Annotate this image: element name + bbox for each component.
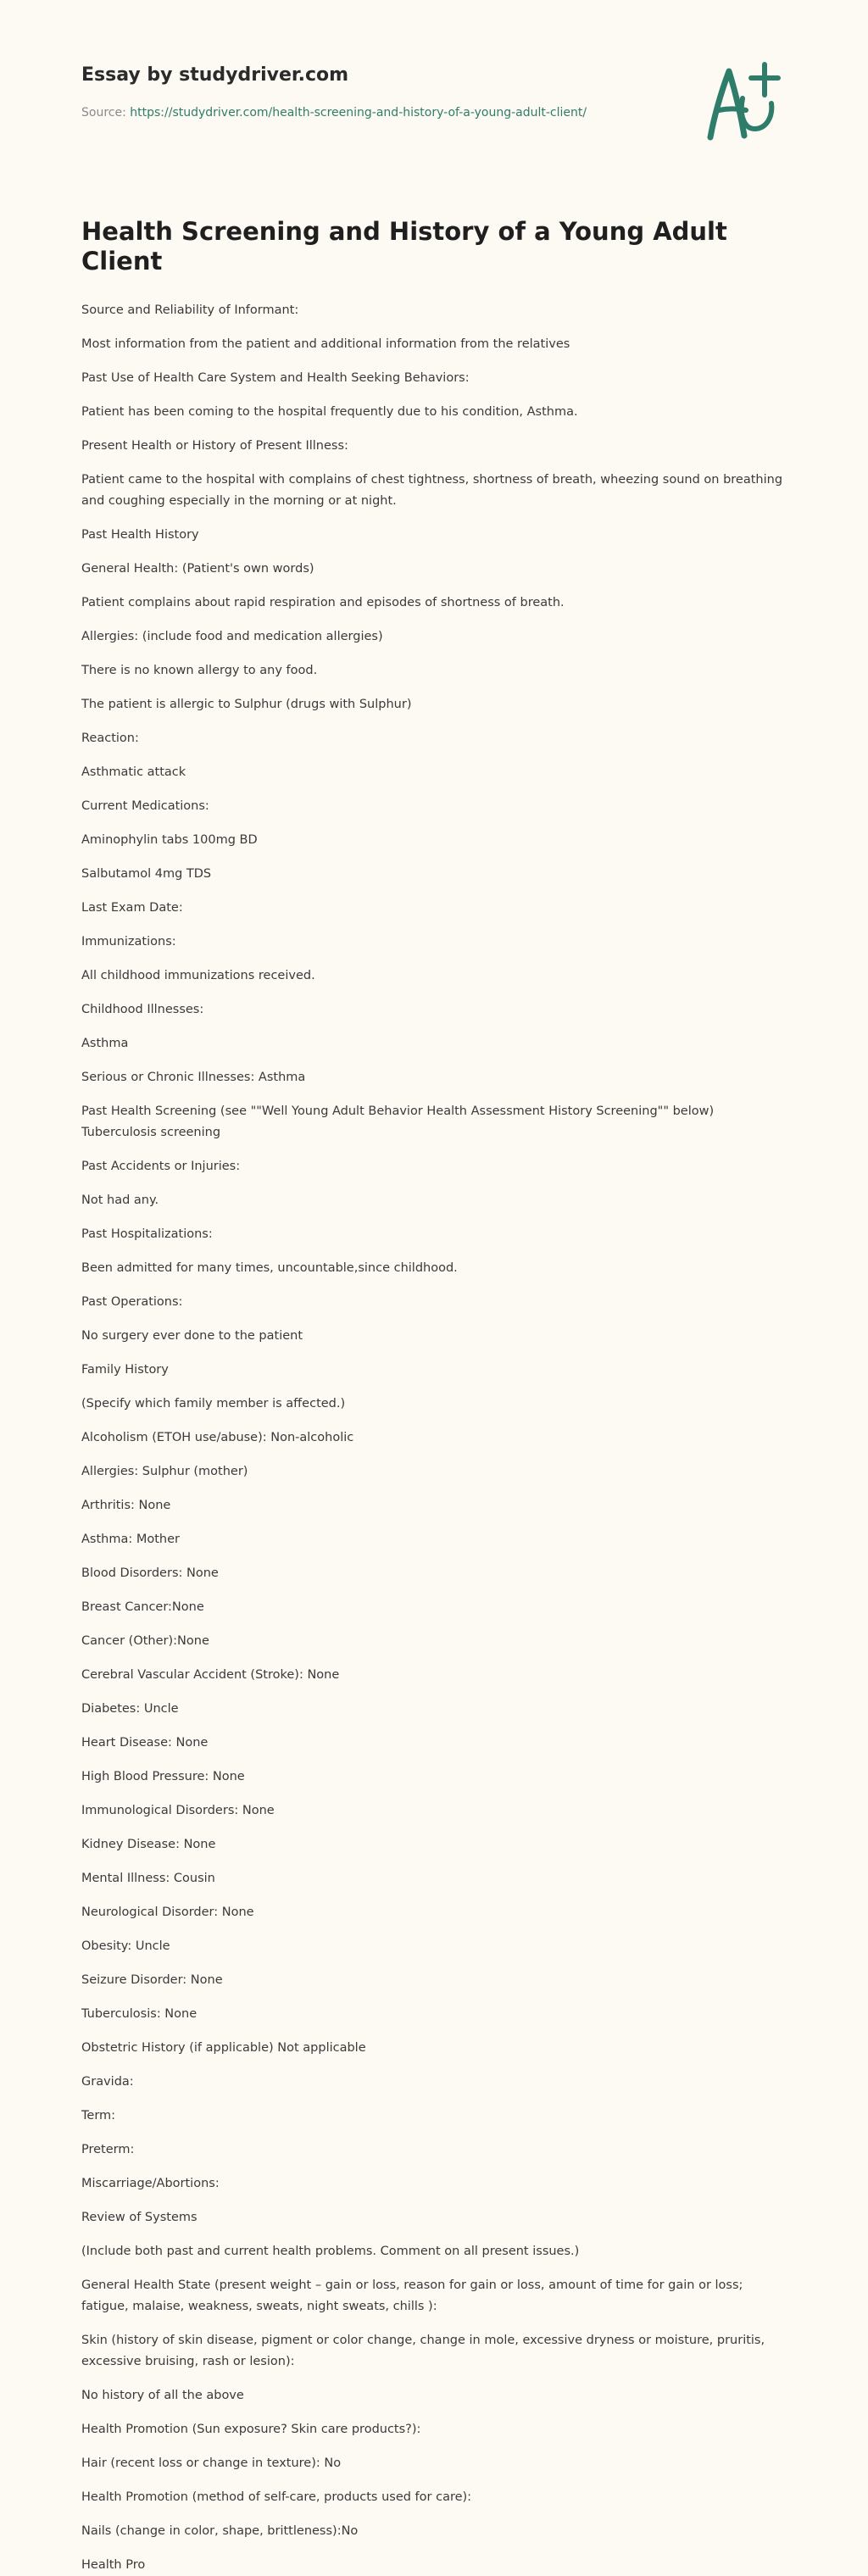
essay-paragraph: Health Promotion (method of self-care, products used for care): bbox=[81, 2490, 472, 2504]
essay-paragraph: Obesity: Uncle bbox=[81, 1939, 170, 1953]
essay-paragraph: Past Use of Health Care System and Health Seeking Behaviors: bbox=[81, 370, 470, 385]
essay-paragraph: (Specify which family member is affected.) bbox=[81, 1396, 346, 1410]
source-label: Source: bbox=[81, 106, 131, 120]
essay-paragraph: Most information from the patient and additional information from the relatives bbox=[81, 337, 570, 351]
essay-paragraph: Cerebral Vascular Accident (Stroke): None bbox=[81, 1667, 340, 1682]
essay-paragraph: Hair (recent loss or change in texture): No bbox=[81, 2456, 342, 2470]
essay-paragraph: Kidney Disease: None bbox=[81, 1837, 216, 1851]
a-plus-logo-icon bbox=[693, 59, 787, 144]
essay-paragraph: Arthritis: None bbox=[81, 1498, 171, 1512]
source-link[interactable]: https://studydriver.com/health-screening-and-history-of-a-young-adult-client/ bbox=[130, 106, 587, 120]
essay-paragraph: Neurological Disorder: None bbox=[81, 1905, 254, 1919]
essay-paragraph: Asthmatic attack bbox=[81, 765, 186, 779]
source-line bbox=[81, 106, 587, 120]
essay-paragraph: Patient has been coming to the hospital frequently due to his condition, Asthma. bbox=[81, 404, 578, 419]
essay-paragraph: Past Operations: bbox=[81, 1294, 183, 1309]
essay-paragraph: Miscarriage/Abortions: bbox=[81, 2176, 220, 2190]
essay-paragraph: Heart Disease: None bbox=[81, 1735, 209, 1750]
essay-paragraph: Skin (history of skin disease, pigment or color change, change in mole, excessive dryness or moisture, pruritis, excessive bruising, rash or lesion): bbox=[81, 2333, 765, 2368]
essay-paragraph: Breast Cancer:None bbox=[81, 1600, 204, 1614]
essay-paragraph: No history of all the above bbox=[81, 2388, 244, 2402]
essay-paragraph: Past Health Screening (see ""Well Young Adult Behavior Health Assessment History Screening"" below) Tuberculosis screening bbox=[81, 1104, 715, 1139]
essay-paragraph: High Blood Pressure: None bbox=[81, 1769, 245, 1783]
essay-paragraph: There is no known allergy to any food. bbox=[81, 663, 318, 677]
essay-paragraph: Patient complains about rapid respiration and episodes of shortness of breath. bbox=[81, 595, 565, 609]
essay-paragraph: The patient is allergic to Sulphur (drugs with Sulphur) bbox=[81, 697, 412, 711]
essay-title: Health Screening and History of a Young Adult Client bbox=[81, 217, 727, 275]
essay-paragraph: Been admitted for many times, uncountable,since childhood. bbox=[81, 1260, 458, 1275]
essay-paragraph: (Include both past and current health problems. Comment on all present issues.) bbox=[81, 2244, 580, 2258]
essay-paragraph: Salbutamol 4mg TDS bbox=[81, 866, 212, 881]
essay-paragraph: Source and Reliability of Informant: bbox=[81, 303, 299, 317]
essay-paragraph: Asthma: Mother bbox=[81, 1532, 180, 1546]
essay-paragraph: Past Accidents or Injuries: bbox=[81, 1159, 241, 1173]
essay-paragraph: Tuberculosis: None bbox=[81, 2006, 198, 2021]
essay-paragraph: General Health: (Patient's own words) bbox=[81, 561, 314, 576]
essay-paragraph: Nails (change in color, shape, brittleness):No bbox=[81, 2523, 359, 2538]
essay-paragraph: Immunological Disorders: None bbox=[81, 1803, 275, 1817]
essay-paragraph: No surgery ever done to the patient bbox=[81, 1328, 303, 1343]
essay-paragraph: Alcoholism (ETOH use/abuse): Non-alcoholic bbox=[81, 1430, 354, 1444]
essay-paragraph: All childhood immunizations received. bbox=[81, 968, 315, 982]
essay-paragraph: Cancer (Other):None bbox=[81, 1633, 209, 1648]
essay-paragraph: Asthma bbox=[81, 1036, 129, 1050]
essay-paragraph: Gravida: bbox=[81, 2074, 134, 2089]
essay-paragraph: Diabetes: Uncle bbox=[81, 1701, 179, 1716]
essay-paragraph: Not had any. bbox=[81, 1193, 159, 1207]
essay-paragraph: Allergies: Sulphur (mother) bbox=[81, 1464, 248, 1478]
essay-paragraph: Past Health History bbox=[81, 527, 199, 542]
essay-paragraph: Present Health or History of Present Illness: bbox=[81, 438, 348, 453]
essay-paragraph: Allergies: (include food and medication allergies) bbox=[81, 629, 383, 643]
essay-paragraph: Mental Illness: Cousin bbox=[81, 1871, 215, 1885]
essay-paragraph: Health Pro bbox=[81, 2557, 146, 2572]
essay-paragraph: Review of Systems bbox=[81, 2210, 198, 2224]
essay-paragraph: Current Medications: bbox=[81, 798, 209, 813]
essay-paragraph: Family History bbox=[81, 1362, 169, 1377]
essay-paragraph: Reaction: bbox=[81, 731, 139, 745]
essay-paragraph: Term: bbox=[81, 2108, 116, 2123]
essay-paragraph: Past Hospitalizations: bbox=[81, 1227, 213, 1241]
essay-paragraph: Last Exam Date: bbox=[81, 900, 183, 915]
essay-paragraph: Obstetric History (if applicable) Not applicable bbox=[81, 2040, 366, 2055]
essay-paragraph: Immunizations: bbox=[81, 934, 176, 949]
essay-paragraph: Blood Disorders: None bbox=[81, 1566, 219, 1580]
essay-paragraph: General Health State (present weight – gain or loss, reason for gain or loss, amount of time for gain or loss; fatigue, malaise, weakness, sweats, night sweats, chills ): bbox=[81, 2278, 743, 2313]
essay-paragraph: Patient came to the hospital with complains of chest tightness, shortness of breath, wheezing sound on breathing and coughing especially in the morning or at night. bbox=[81, 472, 783, 508]
essay-paragraph: Aminophylin tabs 100mg BD bbox=[81, 832, 258, 847]
essay-paragraph: Childhood Illnesses: bbox=[81, 1002, 204, 1016]
essay-paragraph: Seizure Disorder: None bbox=[81, 1972, 223, 1987]
essay-paragraph: Serious or Chronic Illnesses: Asthma bbox=[81, 1070, 306, 1084]
brand-title: Essay by studydriver.com bbox=[81, 64, 349, 86]
essay-body bbox=[81, 300, 787, 2576]
page-header bbox=[81, 0, 787, 166]
essay-paragraph: Health Promotion (Sun exposure? Skin care products?): bbox=[81, 2422, 421, 2436]
essay-paragraph: Preterm: bbox=[81, 2142, 135, 2156]
